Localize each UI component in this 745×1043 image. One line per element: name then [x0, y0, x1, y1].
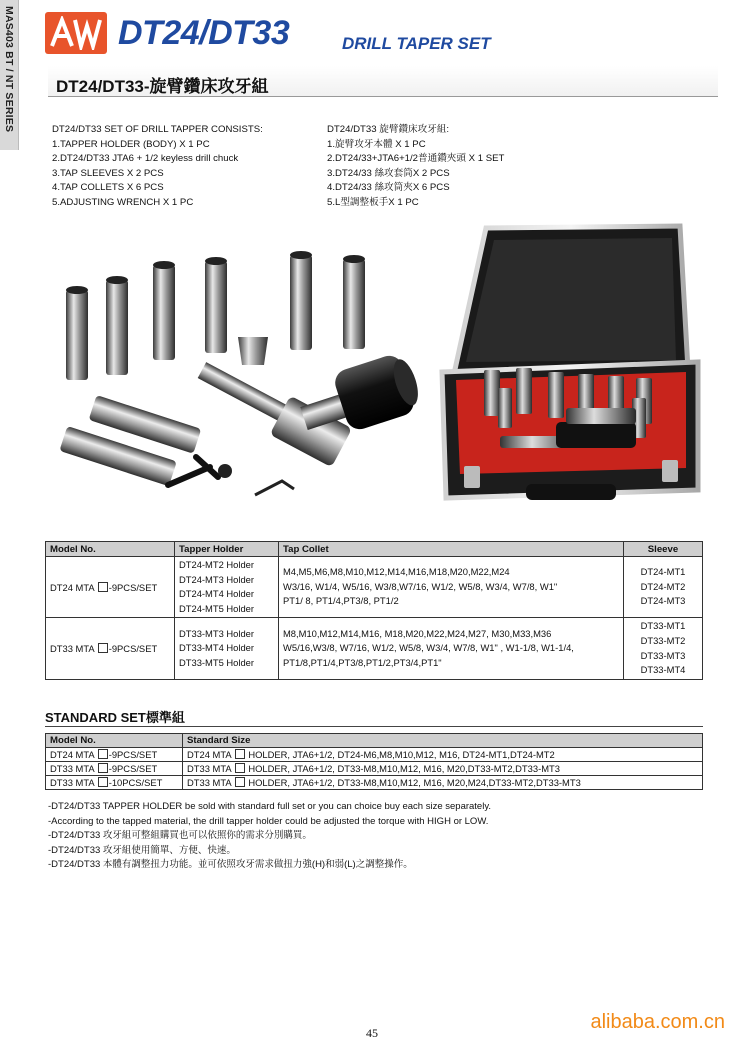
checkbox-square-icon: [98, 749, 108, 759]
spec-table: [45, 541, 703, 680]
brand-logo: [45, 12, 107, 54]
consists-list-zh: [327, 123, 504, 211]
site-watermark: alibaba.com.cn: [590, 1011, 725, 1033]
column-header: Sleeve: [624, 542, 703, 557]
list-item: 1.TAPPER HOLDER (BODY) X 1 PC: [52, 138, 210, 150]
page-subtitle: DRILL TAPER SET: [342, 34, 491, 53]
list-item: 3.TAP SLEEVES X 2 PCS: [52, 167, 164, 179]
sleeve-cell: DT24-MT1 DT24-MT2 DT24-MT3: [624, 557, 703, 618]
product-photo-parts: [50, 245, 430, 510]
column-header: Tap Collet: [279, 542, 624, 557]
checkbox-square-icon: [98, 777, 108, 787]
list-item: 4.TAP COLLETS X 6 PCS: [52, 182, 164, 194]
checkbox-square-icon: [98, 763, 108, 773]
table-row: [46, 762, 703, 776]
model-cell: DT33 MTA -9PCS/SET: [46, 762, 183, 776]
divider: [45, 726, 703, 727]
sleeve-cell: DT33-MT1 DT33-MT2 DT33-MT3 DT33-MT4: [624, 618, 703, 679]
table-row: [46, 618, 703, 679]
list-item: 2.DT24/33+JTA6+1/2普通鑽夾頭 X 1 SET: [327, 153, 505, 165]
note-line: -According to the tapped material, the drill tapper holder could be adjusted the torque with HIGH or LOW.: [48, 815, 489, 827]
checkbox-square-icon: [98, 582, 108, 592]
collet-cell: M8,M10,M12,M14,M16, M18,M20,M22,M24,M27, M30,M33,M36 W5/16,W3/8, W7/16, W1/2, W5/8, W3/4, W7/8, W1" , W1-1/8, W1-1/4, PT1/8,PT1/4,PT3/8,PT1/2,PT3/4,PT1": [279, 618, 624, 679]
note-line: -DT24/DT33 攻牙組可整組購買也可以依照你的需求分別購買。: [48, 830, 312, 842]
note-line: -DT24/DT33 本體有調整扭力功能。並可依照攻牙需求做扭力強(H)和弱(L)之調整操作。: [48, 859, 413, 871]
size-cell: DT33 MTA HOLDER, JTA6+1/2, DT33-M8,M10,M12, M16, M20,M24,DT33-MT2,DT33-MT3: [183, 776, 703, 790]
model-cell: DT24 MTA -9PCS/SET: [46, 748, 183, 762]
list-item: 5.L型調整板手X 1 PC: [327, 196, 419, 208]
side-tab: [0, 0, 19, 150]
holder-cell: DT24-MT2 Holder DT24-MT3 Holder DT24-MT4 Holder DT24-MT5 Holder: [175, 557, 279, 618]
list-item: DT24/DT33 旋臂鑽床攻牙組:: [327, 124, 450, 135]
checkbox-square-icon: [235, 763, 245, 773]
list-item: 3.DT24/33 絲攻套筒X 2 PCS: [327, 167, 450, 179]
table-header-row: [46, 734, 703, 748]
column-header: Model No.: [46, 542, 175, 557]
notes: [48, 800, 491, 873]
table-row: [46, 776, 703, 790]
section-heading-text: DT24/DT33-旋臂鑽床攻牙組: [56, 77, 269, 96]
column-header: Standard Size: [183, 734, 703, 748]
size-cell: DT24 MTA HOLDER, JTA6+1/2, DT24-M6,M8,M10,M12, M16, DT24-MT1,DT24-MT2: [183, 748, 703, 762]
checkbox-square-icon: [235, 749, 245, 759]
standard-set-title: STANDARD SET標準組: [45, 710, 185, 725]
consists-list-en: [52, 123, 263, 211]
table-row: [46, 748, 703, 762]
logo-mark-icon: [48, 16, 104, 50]
size-cell: DT33 MTA HOLDER, JTA6+1/2, DT33-M8,M10,M12, M16, M20,DT33-MT2,DT33-MT3: [183, 762, 703, 776]
holder-cell: DT33-MT3 Holder DT33-MT4 Holder DT33-MT5 Holder: [175, 618, 279, 679]
list-item: 1.旋臂攻牙本體 X 1 PC: [327, 138, 426, 150]
side-tab-text: MAS403 BT / NT SERIES: [3, 6, 15, 133]
list-item: DT24/DT33 SET OF DRILL TAPPER CONSISTS:: [52, 124, 263, 135]
column-header: Tapper Holder: [175, 542, 279, 557]
model-cell: DT24 MTA -9PCS/SET: [46, 557, 175, 618]
list-item: 5.ADJUSTING WRENCH X 1 PC: [52, 196, 194, 208]
checkbox-square-icon: [98, 643, 108, 653]
list-item: 4.DT24/33 絲攻筒夾X 6 PCS: [327, 182, 450, 194]
page-number: 45: [366, 1026, 378, 1040]
checkbox-square-icon: [235, 777, 245, 787]
standard-set-table: [45, 733, 703, 790]
table-header-row: [46, 542, 703, 557]
note-line: -DT24/DT33 攻牙組使用簡單、方便、快速。: [48, 844, 236, 856]
model-cell: DT33 MTA -9PCS/SET: [46, 618, 175, 679]
page-title: DT24/DT33: [118, 14, 290, 52]
product-photo-case: [436, 222, 704, 522]
column-header: Model No.: [46, 734, 183, 748]
list-item: 2.DT24/DT33 JTA6 + 1/2 keyless drill chuck: [52, 153, 239, 165]
table-row: [46, 557, 703, 618]
note-line: -DT24/DT33 TAPPER HOLDER be sold with standard full set or you can choice buy each size separately.: [48, 801, 492, 812]
collet-cell: M4,M5,M6,M8,M10,M12,M14,M16,M18,M20,M22,M24 W3/16, W1/4, W5/16, W3/8,W7/16, W1/2, W5/8, W3/4, W7/8, W1" PT1/ 8, PT1/4,PT3/8, PT1/2: [279, 557, 624, 618]
model-cell: DT33 MTA -10PCS/SET: [46, 776, 183, 790]
section-heading: [48, 66, 718, 97]
